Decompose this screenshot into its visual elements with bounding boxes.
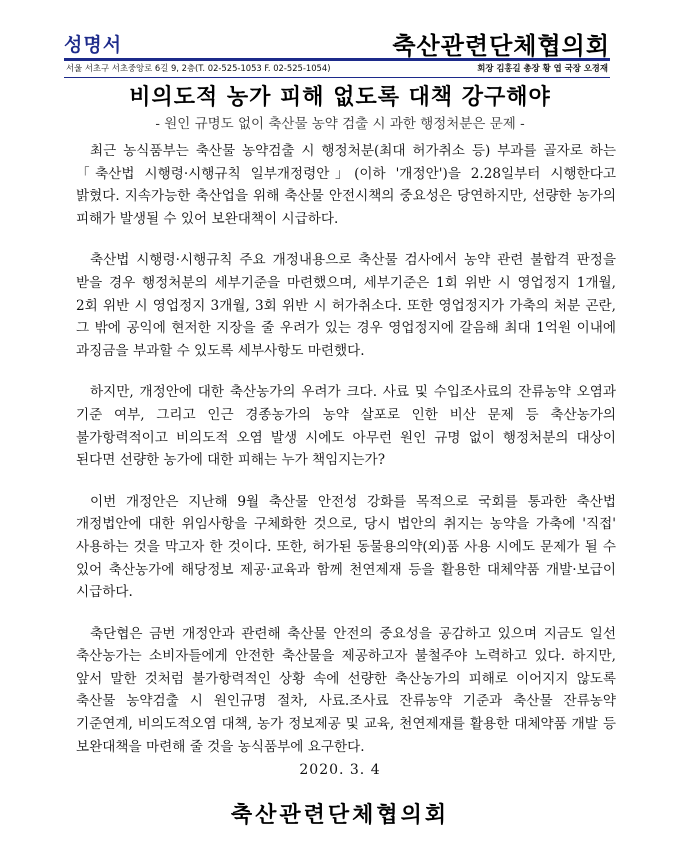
contact-bar	[64, 58, 610, 78]
organization-title: 축산관련단체협의회	[392, 32, 610, 60]
paragraph-1: 최근 농식품부는 축산물 농약검출 시 행정처분(최대 허가취소 등) 부과를 골자로 하는「축산법 시행령·시행규칙 일부개정령안」(이하 '개정안')을 2.28일부터 시행한다고 밝혔다. 지속가능한 축산업을 위해 축산물 안전시책의 중요성은 당연하지만, 선량한 농가의 피해가 발생될 수 있어 보완대책이 시급하다.	[76, 143, 616, 227]
statement-body	[76, 140, 616, 777]
officers-text: 회장 김홍길 총장 황 엽 국장 오경재	[477, 63, 608, 73]
paragraph-2: 축산법 시행령·시행규칙 주요 개정내용으로 축산물 검사에서 농약 관련 불합격 판정을 받을 경우 행정처분의 세부기준을 마련했으며, 세부기준은 1회 위반 시 영업정지 1개월, 2회 위반 시 영업정지 3개월, 3회 위반 시 허가취소다. 또한 영업정지가 가축의 처분 곤란, 그 밖에 공익에 현저한 지장을 줄 우려가 있는 경우 영업정지에 갈음해 최대 1억원 이내에 과징금을 부과할 수 있도록 세부사항도 마련했다.	[76, 252, 616, 359]
footer-organization: 축산관련단체협의회	[230, 803, 450, 828]
page-subtitle: - 원인 규명도 없이 축산물 농약 검출 시 과한 행정처분은 문제 -	[155, 116, 525, 132]
paragraph-4: 이번 개정안은 지난해 9월 축산물 안전성 강화를 목적으로 국회를 통과한 축산법 개정법안에 대한 위임사항을 구체화한 것으로, 당시 법안의 취지는 농약을 가축에 '직접' 사용하는 것을 막고자 한 것이다. 또한, 허가된 동물용의약(외)품 사용 시에도 문제가 될 수 있어 축산농가에 해당정보 제공·교육과 함께 천연제재 등을 활용한 대체약품 개발·보급이 시급하다.	[76, 493, 616, 601]
document-header	[64, 30, 610, 60]
document-type-label: 성명서	[64, 34, 123, 56]
paragraph-3: 하지만, 개정안에 대한 축산농가의 우려가 크다. 사료 및 수입조사료의 잔류농약 오염과 기준 여부, 그리고 인근 경종농가의 농약 살포로 인한 비산 문제 등 축산농가의 불가항력적이고 비의도적 오염 발생 시에도 아무런 원인 규명 없이 행정처분의 대상이 된다면 선량한 농가에 대한 피해는 누가 책임지는가?	[76, 384, 616, 469]
statement-date: 2020. 3. 4	[299, 762, 381, 778]
paragraph-5: 축단협은 금번 개정안과 관련해 축산물 안전의 중요성을 공감하고 있으며 지금도 일선 축산농가는 소비자들에게 안전한 축산물을 제공하고자 불철주야 노력하고 있다. 하지만, 앞서 말한 것처럼 불가항력적인 상황 속에 선량한 축산농가의 피해로 이어지지 않도록 축산물 농약검출 시 원인규명 절차, 사료.조사료 잔류농약 기준과 축산물 잔류농약 기준연계, 비의도적오염 대책, 농가 정보제공 및 교육, 천연제재를 활용한 대체약품 개발 등 보완대책을 마련해 줄 것을 농식품부에 요구한다.	[76, 625, 616, 755]
page-title: 비의도적 농가 피해 없도록 대책 강구해야	[129, 85, 551, 110]
address-text: 서울 서초구 서초중앙로 6길 9, 2층(T. 02-525-1053 F. 02-525-1054)	[66, 63, 331, 73]
